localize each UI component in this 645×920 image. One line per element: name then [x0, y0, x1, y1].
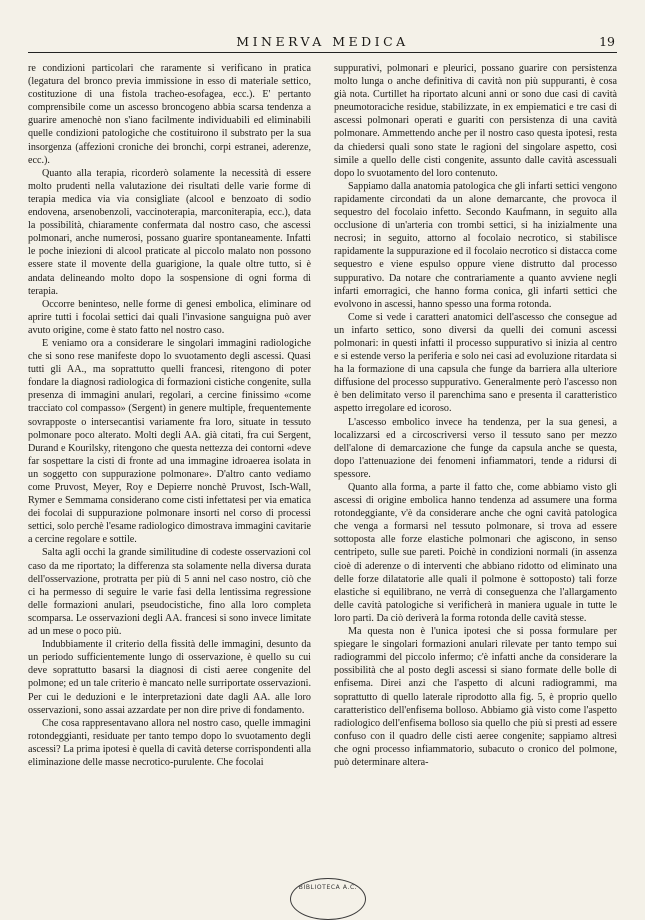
paragraph: Quanto alla terapia, ricorderò solamente la necessità di essere molto prudenti nella valutazione dei risultati delle varie forme di terapia medica via via consigliate (alcool e benzoato di sodio endovena, arsenobenzoli, vaccinoterapia, marconiterapia, ecc.), data la possibilità, chiaramente confermata dal nostro caso, che ascessi polmonari, anche numerosi, possano guarire spontaneamente. Infatti le poche iniezioni di alcool praticate al piccolo malato non possono essere state il movente della guarigione, la quale oltre tutto, si è andata delineando molto dopo la sospensione di ogni forma di terapia.: [28, 167, 311, 297]
journal-title: MINERVA MEDICA: [236, 34, 409, 49]
paragraph: Indubbiamente il criterio della fissità delle immagini, desunto da un periodo sufficientemente lungo di osservazione, è quello su cui deve soprattutto basarsi la diagnosi di cisti aeree congenite del polmone; ed un tale criterio è mancato nelle surriportate osservazioni. Per cui le deduzioni e le interpretazioni date dagli AA. alle loro osservazioni, sono assai azzardate per non dire prive di fondamento.: [28, 639, 311, 716]
right-column: [334, 62, 617, 769]
stamp-text: BIBLIOTECA A.C.: [298, 884, 358, 891]
page-number: 19: [599, 34, 615, 49]
paragraph: E veniamo ora a considerare le singolari immagini radiologiche che si sono rese manifeste dopo lo svuotamento degli ascessi. Quasi tutti gli AA., ma soprattutto quelli francesi, ritengono di poter fondare la diagnosi radiologica di formazioni cistiche congenite, sulla presenza di immagini anulari, regolari, a cercine finissimo «come tracciato col compasso» (Sergent) in genere multiple, frequentemente sovrapposte o intersecantisi variamente fra loro, situate in tessuto polmonare poco alterato. Molti degli AA. già citati, fra cui Sergent, Durand e Kourilsky, ritengono che questa nettezza dei contorni «deve far sospettare la cisti di fronte ad una immagine idroaerea isolata in un soggetto con suppurazione polmonare». D'altro canto vediamo come Pruvost, Meyer, Roy e Depierre nonchè Pruvost, Isch-Wall, Rymer e Semmama considerano come cisti infettatesi per via ematica dei focolai di suppurazione polmonare insorti nel corso di processi settici, solo perchè l'esame radiologico dimostrava immagini cavitarie a cercine regolare e sottile.: [28, 337, 311, 546]
paragraph: Salta agli occhi la grande similitudine di codeste osservazioni col caso da me riportato; la differenza sta solamente nella diversa durata dell'osservazione, protratta per più di 5 anni nel caso nostro, ciò che ci ha permesso di seguire le varie fasi della lentissima regressione delle formazioni anulari, pseudocistiche, fino alla loro completa scomparsa. Le osservazioni degli AA. francesi si sono invece limitate ad un mese o poco più.: [28, 547, 311, 638]
paragraph: Sappiamo dalla anatomia patologica che gli infarti settici vengono rapidamente circondati da un alone demarcante, che provoca il sequestro del focolaio infetto. Secondo Kaufmann, in seguito alla occlusione di un'arteria con trombi settici, si ha inizialmente una necrosi; in seguito, attorno al focolaio necrotico, si stabilisce rapidamente la suppurazione ed il focolaio necrotico si distacca come sequestro e viene espulso oppure viene distrutto dal processo suppurativo. Da notare che contrariamente a quanto avviene negli infarti emorragici, che hanno forma conica, gli infarti settici che evolvono in ascessi, hanno spesso una forma rotonda.: [334, 180, 617, 310]
paragraph: Ma questa non è l'unica ipotesi che si possa formulare per spiegare le singolari formazioni anulari rilevate per tanto tempo sui radiogrammi del piccolo infermo; c'è infatti anche da considerare la possibilità che al posto degli ascessi si siano formate delle bolle di enfisema. Direi anzi che l'aspetto di alcuni radiogrammi, ma soprattutto di quello laterale riprodotto alla fig. 5, è proprio quello caratteristico dell'enfisema bolloso. Abbiamo già visto come l'aspetto radiologico dell'enfisema bolloso sia quello che più si presti ad essere confuso con il quadro delle cisti aeree congenite; sappiamo altresì che ogni processo infiammatorio, subacuto o cronico del polmone, può determinare altera-: [334, 626, 617, 768]
paragraph: suppurativi, polmonari e pleurici, possano guarire con persistenza molto lunga o anche definitiva di cavità non più suppuranti, è cosa già nota. Curtillet ha riportato alcuni anni or sono due casi di cavità pneumotoraciche residue, stabilizzate, in ex empiematici e tre casi di ascessi polmonari operati e guariti con persistenza di una cavità polmonare. Ammettendo anche per il nostro caso questa ipotesi, resta da chiedersi quali sono state le ragioni del singolare aspetto, così simile a quello delle cisti congenite, assunto dalle cavità ascessuali dopo lo svuotamento del loro contenuto.: [334, 63, 617, 179]
paragraph: Occorre beninteso, nelle forme di genesi embolica, eliminare od aprire tutti i focolai settici dai quali l'invasione sanguigna può aver avuto origine, come è stato fatto nel nostro caso.: [28, 298, 311, 336]
page-header: [28, 30, 617, 53]
paragraph: L'ascesso embolico invece ha tendenza, per la sua genesi, a localizzarsi ed a circoscriversi verso il tessuto sano per mezzo dell'alone di demarcazione che funge da capsula anche se questa, dopo l'attenuazione dei fenomeni infiammatori, tende a ridursi di spessore.: [334, 416, 617, 480]
paragraph: re condizioni particolari che raramente si verificano in pratica (legatura del bronco previa immissione in esso di materiale settico, costituzione di una fistola tracheo-esofagea, ecc.). E' pertanto comprensibile come un ascesso broncogeno abbia scarsa tendenza a guarire amenochè non s'iano facilmente individuabili ed eliminabili quelle condizioni patologiche che costituirono il substrato per la sua insorgenza (affezioni croniche dei bronchi, corpi estranei, aderenze, ecc.).: [28, 63, 311, 166]
paragraph: Che cosa rappresentavano allora nel nostro caso, quelle immagini rotondeggianti, residuate per tanto tempo dopo lo svuotamento degli ascessi? La prima ipotesi è quella di cavità deterse corrispondenti alla eliminazione delle masse necrotico-purulente. Che focolai: [28, 717, 311, 768]
paragraph: Come si vede i caratteri anatomici dell'ascesso che consegue ad un infarto settico, sono diversi da quelli dei comuni ascessi polmonari: in questi infatti il processo suppurativo si inizia al centro e si estende verso la periferia e solo nei casi ad evoluzione ritardata si ha la formazione di una capsula che funge da barriera alla ulteriore diffusione del processo suppurativo. Generalmente però l'ascesso non è ben delimitato verso il parenchima sano e presenta il caratteristico aspetto irregolare ed icoroso.: [334, 311, 617, 415]
left-column: [28, 62, 311, 769]
paragraph: Quanto alla forma, a parte il fatto che, come abbiamo visto gli ascessi di origine embolica hanno tendenza ad assumere una forma rotondeggiante, v'è da considerare anche che ogni cavità patologica che venga a formarsi nel tessuto polmonare, si trova ad essere sottoposta alle forze elastiche polmonari che agiscono, in senso centripeto, sulle sue pareti. Poichè in condizioni normali (in assenza cioè di aderenze o di interventi che abbiano ridotto od eliminato una delle forze dilatatorie alle quali il polmone è sottoposto) tali forze elastiche si equilibrano, ne verrà di conseguenza che l'allargamento delle cavità patologiche si verificherà in maniera uguale in tutte le loro parti. Da ciò deriverà la forma rotonda delle cavità stesse.: [334, 482, 617, 624]
library-stamp: [290, 878, 366, 920]
